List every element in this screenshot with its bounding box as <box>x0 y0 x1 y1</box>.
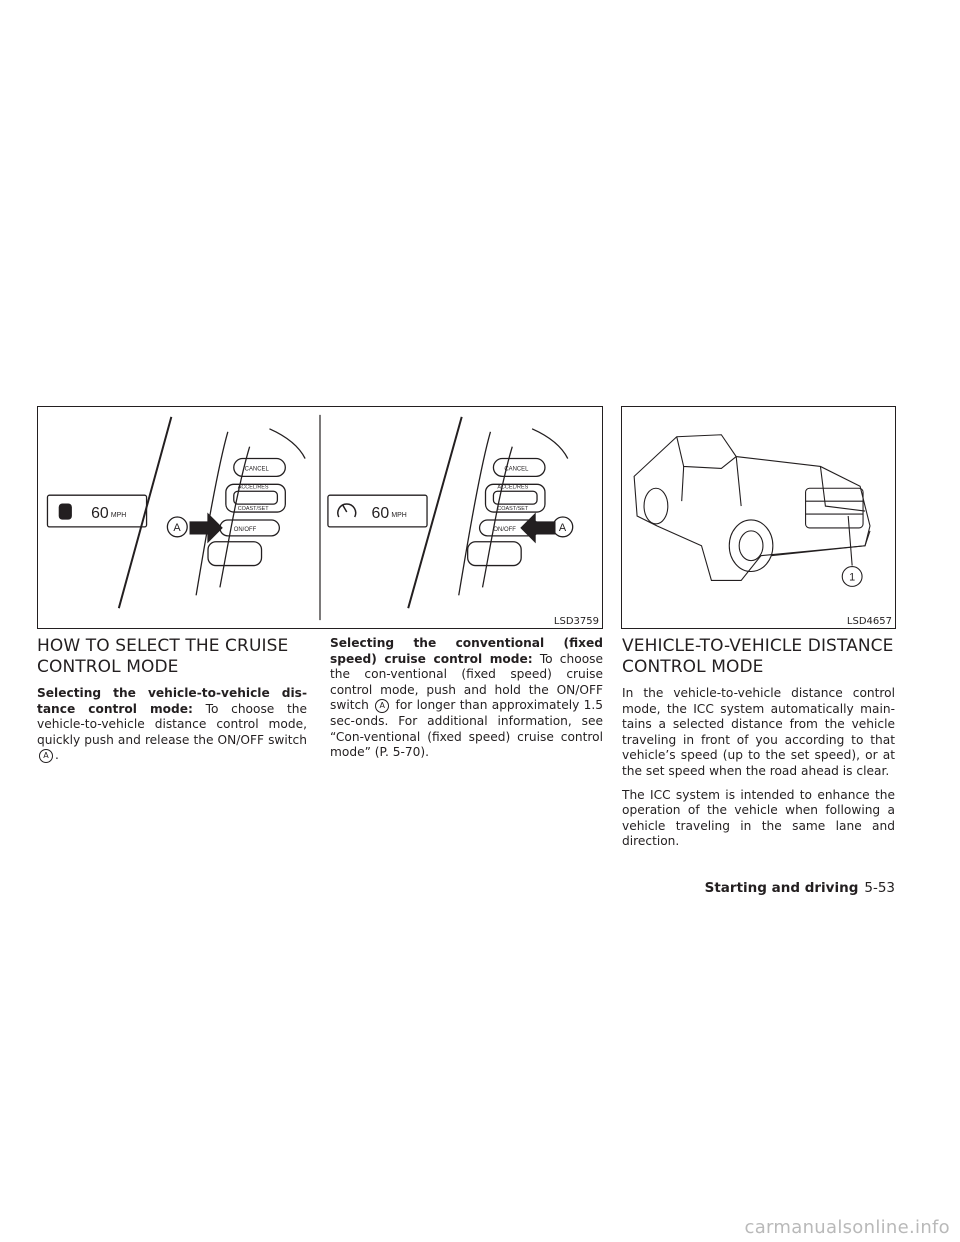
steering-edge-line <box>119 417 172 608</box>
grille <box>806 488 863 528</box>
callout-label-1: 1 <box>849 571 856 584</box>
front-wheel <box>729 520 773 572</box>
svg-text:CANCEL: CANCEL <box>504 466 529 473</box>
section-name: Starting and driving <box>704 880 859 896</box>
paragraph: The ICC system is intended to enhance the operation of the vehicle when following a vehicle traveling in the same lane and direction. <box>622 787 895 849</box>
figure-cruise-switch <box>37 406 603 629</box>
switch-illustration <box>38 407 602 628</box>
svg-text:COAST/SET: COAST/SET <box>497 506 529 513</box>
speedometer-icon <box>338 504 356 517</box>
svg-text:ACCEL/RES: ACCEL/RES <box>497 484 529 491</box>
svg-text:MPH: MPH <box>391 512 407 520</box>
speed-unit: MPH <box>110 512 127 520</box>
figure-truck <box>621 406 896 629</box>
paragraph: Selecting the vehicle-to-vehicle dis-tance control mode: To choose the vehicle-to-vehicle distance control mode, quickly push and release the ON/OFF switch A . <box>37 686 307 763</box>
figure-code: LSD3759 <box>553 616 599 627</box>
svg-text:ON/OFF: ON/OFF <box>233 526 257 533</box>
figure-code-2: LSD4657 <box>846 616 892 627</box>
column-1 <box>37 636 307 764</box>
callout-label: A <box>173 521 181 534</box>
page-number: 5-53 <box>864 880 895 896</box>
svg-text:A: A <box>558 521 567 534</box>
truck-illustration <box>622 407 895 628</box>
distance-button <box>208 542 262 566</box>
arrow-icon-right <box>521 514 555 542</box>
svg-text:ACCEL/RES: ACCEL/RES <box>237 484 269 491</box>
car-icon <box>59 504 71 519</box>
page-footer <box>705 880 895 896</box>
column-2 <box>330 636 603 761</box>
paragraph: Selecting the conventional (fixed speed) cruise control mode: To choose the con-ventional (fixed speed) cruise control mode, push and hold the ON/OFF switch A for longer than approximately 1.5 sec-onds. For additional information, see “Con-ventional (fixed speed) cruise control mode” (P. 5-70). <box>330 636 603 760</box>
rear-wheel <box>644 488 668 524</box>
section-heading: VEHICLE-TO-VEHICLE DISTANCE CONTROL MODE <box>622 636 894 677</box>
speed-readout: 60 <box>91 504 109 522</box>
column-3 <box>622 636 895 850</box>
svg-text:COAST/SET: COAST/SET <box>237 506 269 513</box>
watermark: carmanualsonline.info <box>744 1217 950 1238</box>
callout-marker: A <box>39 749 53 763</box>
paragraph: In the vehicle-to-vehicle distance control mode, the ICC system automatically main-tains a selected distance from the vehicle traveling in front of you according to that vehicle’s speed (up to the set speed), or at the set speed when the road ahead is clear. <box>622 686 895 778</box>
svg-text:CANCEL: CANCEL <box>244 466 269 473</box>
svg-text:ON/OFF: ON/OFF <box>493 526 516 533</box>
speed-readout-right: 60 <box>371 504 390 522</box>
section-heading: HOW TO SELECT THE CRUISE CONTROL MODE <box>37 636 289 677</box>
callout-marker: A <box>375 699 389 713</box>
